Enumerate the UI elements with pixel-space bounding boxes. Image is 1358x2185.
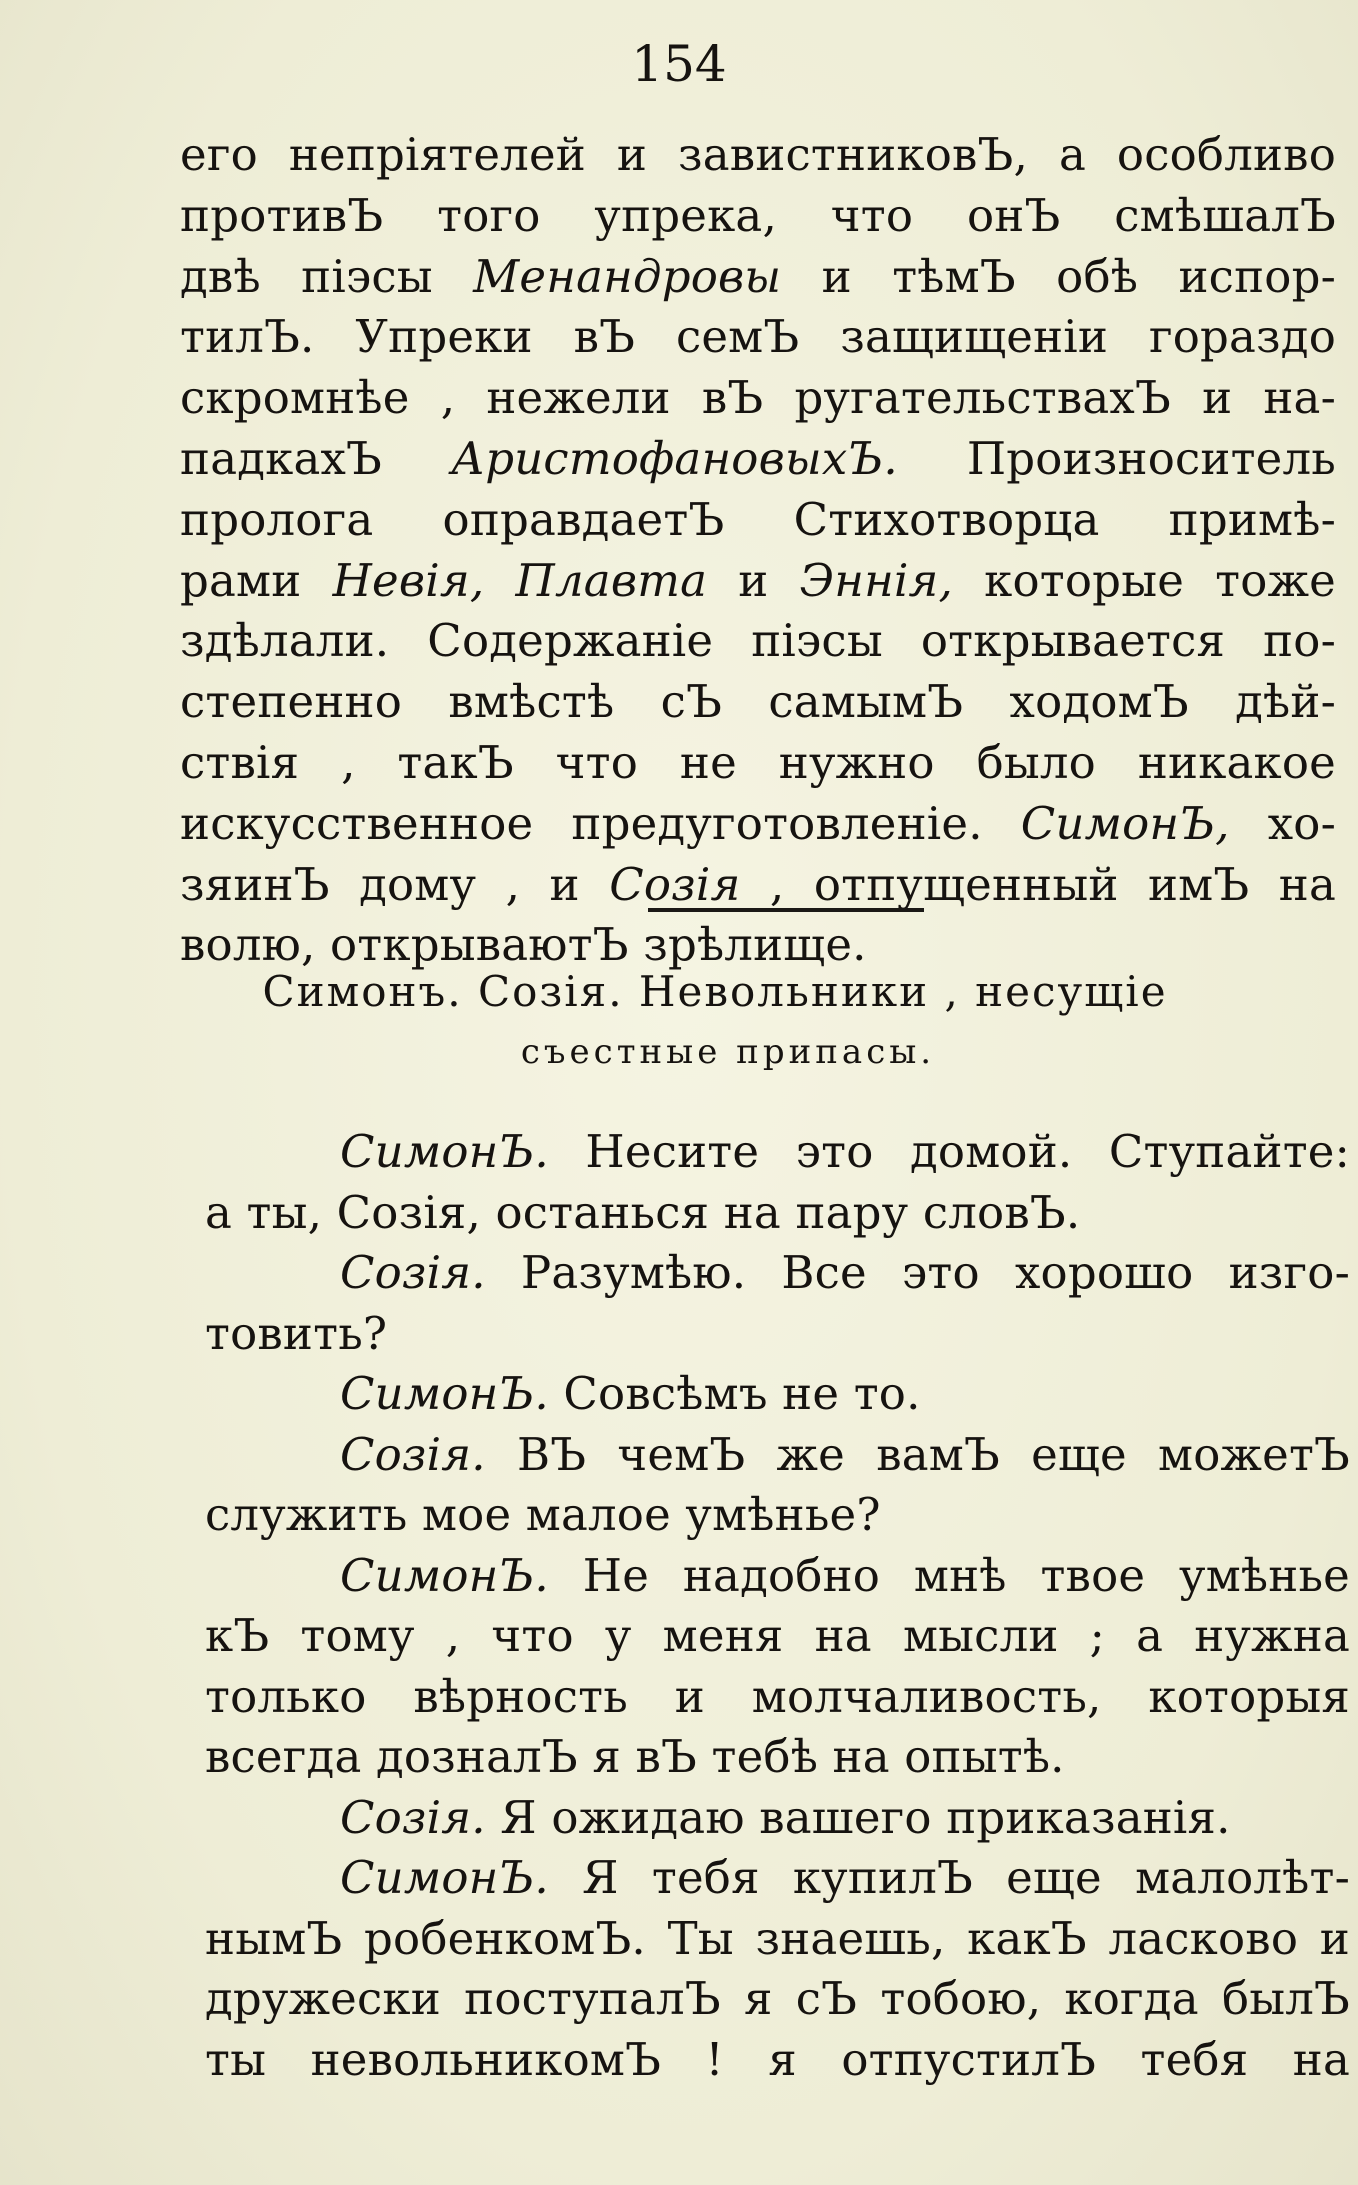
dialogue-line	[205, 1364, 1350, 1425]
text-run: ВЪ чемЪ же вамЪ еще можетЪ	[485, 1427, 1350, 1481]
text-line	[180, 247, 1336, 308]
text-line	[180, 733, 1336, 794]
text-line	[180, 429, 1336, 490]
italic-run: СимонЪ.	[340, 1125, 549, 1178]
dialogue-line	[205, 2030, 1350, 2091]
text-run: Разумѣю. Все это хорошо изго-	[485, 1246, 1350, 1299]
text-run: зяинЪ дому , и	[180, 857, 610, 911]
text-run: только вѣрность и молчаливость, которыя	[205, 1669, 1350, 1723]
text-run: и тѣмЪ обѣ испор-	[781, 249, 1336, 303]
italic-run: Невія,	[332, 553, 485, 607]
dialogue-line	[205, 1122, 1350, 1183]
section-divider	[648, 908, 924, 912]
text-line	[180, 551, 1336, 612]
scene-heading-line1: Симонъ. Созія. Невольники , несущіе	[262, 967, 1168, 1016]
text-run: противЪ того упрека, что онЪ смѣшалЪ	[180, 188, 1336, 242]
text-run: которые тоже	[953, 553, 1336, 607]
text-line	[180, 368, 1336, 429]
text-run: пролога оправдаетЪ Стихотворца примѣ-	[180, 492, 1336, 546]
text-run	[484, 554, 515, 607]
text-run: всегда дозналЪ я вЪ тебѣ на опытѣ.	[205, 1730, 1065, 1783]
text-run: Я ожидаю вашего приказанія.	[485, 1790, 1231, 1844]
dialogue-line	[205, 1485, 1350, 1546]
text-run: двѣ піэсы	[180, 249, 474, 303]
text-run: Я тебя купилЪ еще малолѣт-	[548, 1851, 1350, 1904]
text-line	[180, 125, 1336, 186]
italic-run: Созія.	[340, 1427, 486, 1481]
dialogue-line	[205, 1304, 1350, 1365]
text-line	[180, 186, 1336, 247]
text-run: ты невольникомЪ ! я отпустилЪ тебя на	[205, 2032, 1350, 2086]
text-line	[180, 855, 1336, 916]
text-run: падкахЪ	[180, 431, 451, 485]
italic-run: Созія.	[340, 1790, 486, 1844]
text-line	[180, 794, 1336, 855]
italic-run: СимонЪ.	[340, 1367, 549, 1420]
text-run: искусственное предуготовленіе.	[180, 796, 1021, 850]
text-run: Не надобно мнѣ твое умѣнье	[548, 1548, 1350, 1602]
text-run: Несите это домой. Ступайте:	[548, 1125, 1350, 1178]
text-run: волю, открываютЪ зрѣлище.	[180, 918, 867, 972]
italic-run: Плавта	[515, 553, 708, 607]
text-run: Совсѣмъ не то.	[548, 1367, 921, 1420]
italic-run: Менандровы	[473, 249, 782, 303]
dialogue-line	[205, 1909, 1350, 1970]
italic-run: Созія.	[340, 1246, 486, 1299]
text-run: и	[707, 553, 800, 607]
italic-run: Эннія,	[799, 553, 954, 607]
text-run: кЪ тому , что у меня на мысли ; а нужна	[205, 1609, 1350, 1662]
italic-run: АристофановыхЪ.	[450, 431, 898, 485]
text-line	[180, 611, 1336, 672]
text-run: дружески поступалЪ я сЪ тобою, когда былЪ	[205, 1972, 1350, 2025]
text-run: нымЪ робенкомЪ. Ты знаешь, какЪ ласково и	[205, 1911, 1350, 1965]
dialogue-line	[205, 1183, 1350, 1244]
text-run: , отпущенный имЪ на	[740, 857, 1336, 911]
dialogue-line	[205, 1727, 1350, 1788]
text-run: тилЪ. Упреки вЪ семЪ защищеніи гораздо	[180, 310, 1336, 364]
text-run: скромнѣе , нежели вЪ ругательствахЪ и на-	[180, 371, 1336, 425]
dialogue-line	[205, 1667, 1350, 1728]
text-line	[180, 307, 1336, 368]
text-line	[180, 490, 1336, 551]
page-number: 154	[631, 35, 727, 93]
dialogue-line	[205, 1425, 1350, 1486]
dialogue-line	[205, 1243, 1350, 1304]
text-run: товить?	[205, 1306, 388, 1360]
text-run: его непріятелей и завистниковЪ, а особливо	[180, 128, 1336, 181]
dialogue-line	[205, 1606, 1350, 1667]
dialogue-line	[205, 1969, 1350, 2030]
dialogue-line	[205, 1788, 1350, 1849]
intro-paragraph	[180, 125, 1336, 976]
text-run: ствія , такЪ что не нужно было никакое	[180, 735, 1336, 789]
text-run: Произноситель	[897, 431, 1336, 485]
italic-run: СимонЪ.	[340, 1851, 549, 1904]
scene-heading-line2: съестные припасы.	[520, 1032, 936, 1072]
italic-run: СимонЪ.	[340, 1548, 549, 1602]
dialogue-line	[205, 1848, 1350, 1909]
text-run: хо-	[1229, 796, 1336, 850]
text-run: здѣлали. Содержаніе піэсы открывается по-	[180, 614, 1336, 668]
dialogue-block	[205, 1122, 1350, 2090]
italic-run: СимонЪ,	[1020, 796, 1230, 850]
text-run: а ты, Созія, останься на пару словЪ.	[205, 1185, 1081, 1239]
dialogue-line	[205, 1546, 1350, 1607]
text-run: рами	[180, 553, 333, 607]
text-line	[180, 672, 1336, 733]
italic-run: Созія	[609, 857, 741, 911]
text-run: степенно вмѣстѣ сЪ самымЪ ходомЪ дѣй-	[180, 675, 1336, 729]
text-run: служить мое малое умѣнье?	[205, 1488, 881, 1541]
